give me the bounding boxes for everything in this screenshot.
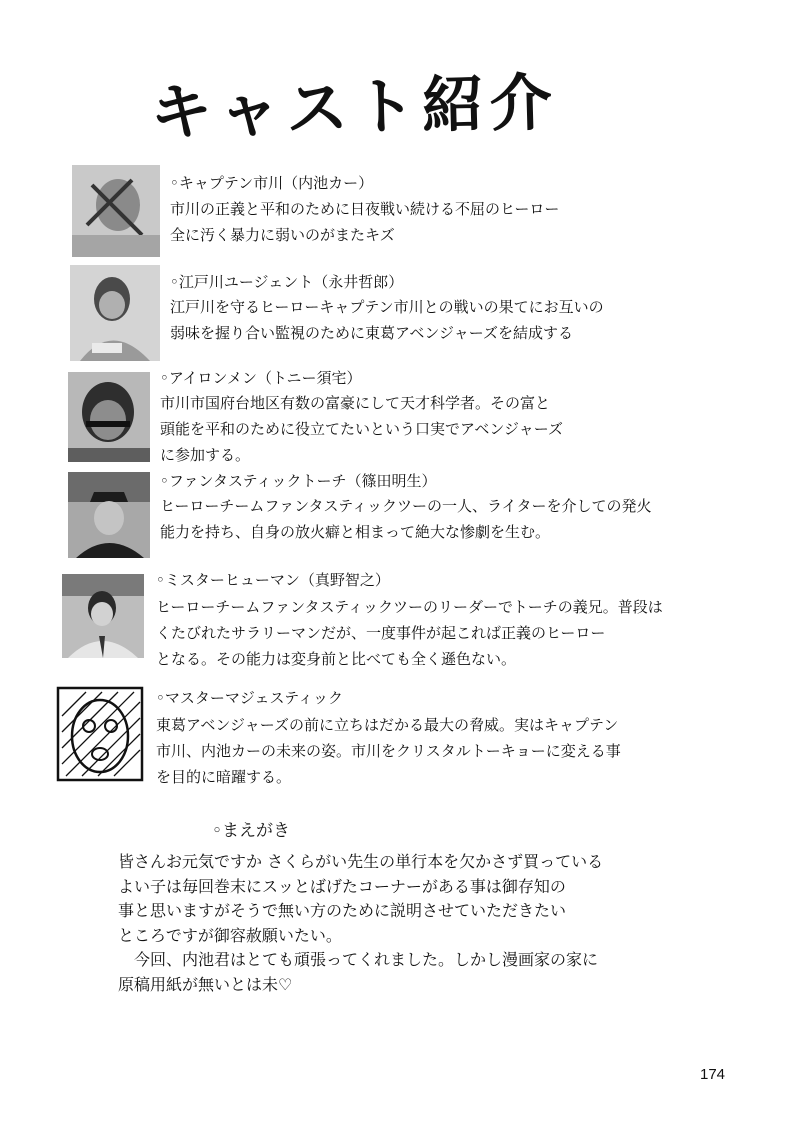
description-line: 市川の正義と平和のために日夜戦い続ける不屈のヒーロー: [170, 200, 560, 218]
description-line: となる。その能力は変身前と比べても全く遜色ない。: [156, 650, 517, 668]
portrait-photo-icon: [72, 165, 160, 257]
cast-description: [156, 594, 663, 672]
preface-line: 皆さんお元気ですか さくらがい先生の単行本を欠かさず買っている: [118, 852, 604, 871]
cast-description: [160, 390, 563, 468]
cast-name: ◦江戸川ユージェント（永井哲郎）: [170, 273, 404, 291]
portrait-photo-icon: [70, 265, 160, 361]
preface-line: 原稿用紙が無いとは未♡: [118, 974, 293, 994]
description-line: 全に汚く暴力に弱いのがまたキズ: [170, 226, 395, 244]
cast-description: [170, 196, 559, 248]
cast-name: ◦ファンタスティックトーチ（篠田明生）: [160, 472, 437, 490]
cast-photo: [68, 472, 150, 558]
portrait-photo-icon: [68, 472, 150, 558]
description-line: くたびれたサラリーマンだが、一度事件が起これば正義のヒーロー: [156, 624, 606, 642]
cast-name: ◦アイロンメン（トニー須宅）: [160, 369, 362, 387]
masked-face-icon: [56, 686, 144, 782]
description-line: 東葛アベンジャーズの前に立ちはだかる最大の脅威。実はキャプテン: [156, 716, 619, 734]
description-line: ヒーローチームファンタスティックツーのリーダーでトーチの義兄。普段は: [156, 598, 663, 616]
page-number: 174: [700, 1066, 726, 1083]
mask-drawing: [56, 686, 144, 782]
description-line: 市川市国府台地区有数の富豪にして天才科学者。その富と: [160, 394, 551, 412]
portrait-photo-icon: [62, 574, 144, 658]
preface-heading: ◦まえがき: [212, 821, 291, 841]
description-line: 頭能を平和のために役立てたいという口実でアベンジャーズ: [160, 420, 563, 438]
cast-photo: [62, 574, 144, 658]
cast-description: [156, 712, 621, 790]
cast-photo: [70, 265, 160, 361]
preface-line: 今回、内池君はとても頑張ってくれました。しかし漫画家の家に: [118, 950, 599, 969]
page-title: キャスト紹介: [149, 65, 559, 150]
cast-description: [170, 294, 604, 346]
description-line: ヒーローチームファンタスティックツーの一人、ライターを介しての発火: [160, 497, 652, 515]
preface-line: よい子は毎回巻末にスッとばげたコーナーがある事は御存知の: [118, 876, 566, 896]
description-line: に参加する。: [160, 446, 251, 464]
preface-line: ところですが御容赦願いたい。: [118, 925, 342, 945]
description-line: 江戸川を守るヒーローキャプテン市川との戦いの果てにお互いの: [170, 298, 604, 316]
cast-photo: [68, 372, 150, 462]
cast-name: ◦ミスターヒューマン（真野智之）: [156, 571, 390, 589]
description-line: を目的に暗躍する。: [156, 768, 292, 786]
cast-description: [160, 493, 652, 545]
preface-text: [118, 850, 658, 997]
preface-line: 事と思いますがそうで無い方のために説明させていただきたい: [118, 901, 567, 920]
cast-photo: [72, 165, 160, 257]
description-line: 市川、内池カーの未来の姿。市川をクリスタルトーキョーに変える事: [156, 742, 621, 760]
cast-name: ◦マスターマジェスティック: [156, 689, 344, 707]
description-line: 能力を持ち、自身の放火癖と相まって絶大な惨劇を生む。: [160, 523, 551, 541]
portrait-photo-icon: [68, 372, 150, 462]
cast-name: ◦キャプテン市川（内池カー）: [170, 174, 374, 192]
description-line: 弱味を握り合い監視のために東葛アベンジャーズを結成する: [170, 324, 573, 342]
